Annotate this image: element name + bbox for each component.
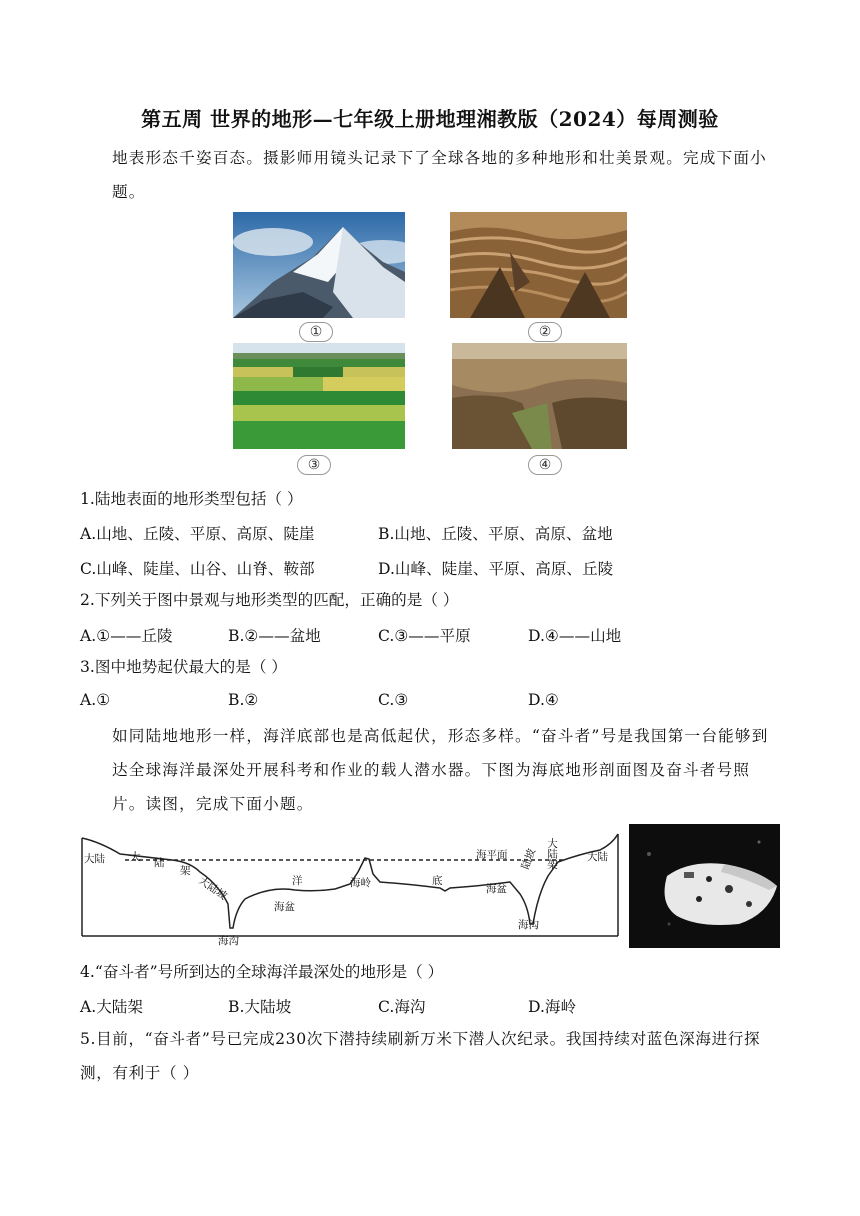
question-5-stem: 5.目前，“奋斗者”号已完成230次下潜持续刷新万米下潜人次纪录。我国持续对蓝色深海进行探测，有利于（ ）	[80, 1030, 761, 1082]
photo-caption-4: ④	[528, 455, 562, 475]
question-2-option-a[interactable]: A.①——丘陵	[80, 627, 173, 645]
plain-farmland-photo	[233, 343, 405, 449]
label-shelf-left: 架	[180, 865, 191, 877]
label-ridge: 海岭	[350, 877, 371, 889]
label-continent: 大	[130, 851, 141, 863]
label-trench-right: 海沟	[518, 919, 539, 931]
label-floor: 底	[432, 875, 443, 887]
question-4-option-b[interactable]: B.大陆坡	[228, 998, 292, 1016]
photo-caption-3: ③	[297, 455, 331, 475]
question-2-option-b[interactable]: B.②——盆地	[228, 627, 321, 645]
gully-plateau-photo	[452, 343, 627, 449]
page-title: 第五周 世界的地形—七年级上册地理湘教版（2024）每周测验	[141, 107, 719, 131]
question-4-option-d[interactable]: D.海岭	[528, 998, 577, 1016]
label-shelf-right: 大陆架	[546, 838, 558, 870]
passage-2	[80, 719, 782, 821]
question-1-option-d[interactable]: D.山峰、陡崖、平原、高原、丘陵	[378, 560, 614, 578]
label-ocean: 洋	[292, 875, 303, 887]
question-3-option-a[interactable]: A.①	[80, 691, 111, 709]
label-sea-level: 海平面	[476, 849, 508, 861]
question-3-option-c[interactable]: C.③	[378, 691, 409, 709]
label-slope-right: 陆坡	[519, 847, 539, 872]
label-basin-left: 海盆	[274, 901, 295, 913]
fendouzhe-submersible-photo	[629, 824, 780, 948]
loess-terrace-photo	[450, 212, 627, 318]
question-2-option-c[interactable]: C.③——平原	[378, 627, 471, 645]
question-3-stem: 3.图中地势起伏最大的是（ ）	[80, 658, 287, 676]
label-land-right: 大陆	[587, 851, 608, 863]
question-3-option-b[interactable]: B.②	[228, 691, 259, 709]
intro-text: 地表形态千姿百态。摄影师用镜头记录下了全球各地的多种地形和壮美景观。完成下面小题。	[112, 149, 767, 201]
label-basin-right: 海盆	[486, 883, 507, 895]
question-1-option-a[interactable]: A.山地、丘陵、平原、高原、陡崖	[80, 525, 315, 543]
intro-paragraph	[80, 141, 782, 209]
photo-caption-1: ①	[299, 322, 333, 342]
question-1-option-c[interactable]: C.山峰、陡崖、山谷、山脊、鞍部	[80, 560, 315, 578]
label-slope-left: 大陆坡	[196, 874, 229, 903]
question-4-option-c[interactable]: C.海沟	[378, 998, 426, 1016]
question-1-stem: 1.陆地表面的地形类型包括（ ）	[80, 490, 303, 508]
label-trench-left: 海沟	[218, 935, 239, 947]
question-2-stem: 2.下列关于图中景观与地形类型的匹配，正确的是（ ）	[80, 591, 459, 609]
label-continent-2: 陆	[154, 857, 165, 869]
question-4-stem: 4.“奋斗者”号所到达的全球海洋最深处的地形是（ ）	[80, 963, 444, 981]
photo-caption-2: ②	[528, 322, 562, 342]
passage-2-text: 如同陆地地形一样，海洋底部也是高低起伏，形态多样。“奋斗者”号是我国第一台能够到达全球海洋最深处开展科考和作业的载人潜水器。下图为海底地形剖面图及奋斗者号照片。读图，完成下面小题。	[112, 727, 769, 813]
snow-mountain-photo	[233, 212, 405, 318]
question-2-option-d[interactable]: D.④——山地	[528, 627, 622, 645]
ocean-floor-profile	[80, 824, 622, 948]
question-1-option-b[interactable]: B.山地、丘陵、平原、高原、盆地	[378, 525, 613, 543]
question-4-option-a[interactable]: A.大陆架	[80, 998, 143, 1016]
label-land-left: 大陆	[84, 853, 105, 865]
question-3-option-d[interactable]: D.④	[528, 691, 559, 709]
